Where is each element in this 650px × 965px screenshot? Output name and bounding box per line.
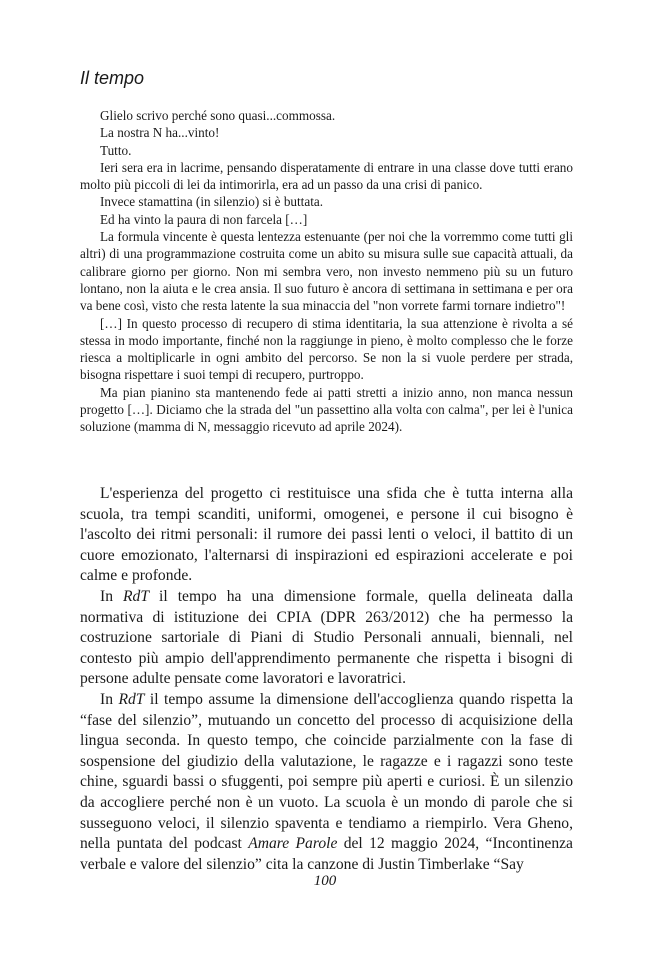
text-run: il tempo ha una dimensione formale, quella delineata dalla normativa di istituzione dei CPIA (DPR 263/2012) che ha permesso la costruzione sartoriale di Piani di Studio Personali annuali, biennali, nel contesto più ampio dell'apprendimento permanente che rispetta i bisogni di persone adulte pensate come lavoratori e lavoratrici.: [80, 587, 574, 688]
section-title: Il tempo: [80, 68, 145, 88]
text-run: il tempo assume la dimensione dell'accoglienza quando rispetta la “fase del silenzio”, mutuando un concetto del processo di acquisizione della lingua seconda. In questo tempo, che coincide parzialmente con la fase di sospensione del giudizio della valutazione, le ragazze e i ragazzi sono teste chine, sguardi bassi o sfuggenti, poi sempre più aperti e curiosi. È un silenzio da accogliere perché non è un vuoto. La scuola è un mondo di parole che si susseguono veloci, il silenzio spaventa e tendiamo a riempirlo. Vera Gheno, nella puntata del podcast: [80, 690, 573, 853]
quote-paragraph: Invece stamattina (in silenzio) si è buttata.: [100, 194, 324, 210]
quote-paragraph: La formula vincente è questa lentezza estenuante (per noi che la vorremmo come tutti gli altri) di una programmazione costruita come un abito su misura sulle sue capacità attuali, da calibrare giorno per giorno. Non mi sembra vero, non investo nemmeno più su un futuro lontano, non la aiuta e le crea ansia. Il suo futuro è ancora di settimana in settimana e per ora va bene così, visto che resta latente la sua minaccia del "non vorrete farmi tornare indietro"!: [80, 229, 573, 314]
quoted-message: [80, 107, 573, 436]
body-paragraph-3: [80, 690, 573, 875]
quote-paragraph: […] In questo processo di recupero di stima identitaria, la sua attenzione è rivolta a sé stessa in modo importante, finché non la raggiunge in pieno, è molto complesso che le forze riesca a moltiplicarle in ogni ambito del percorso. Se non la si vuole perdere per strada, bisogna rispettare i suoi tempi di recupero, purtroppo.: [80, 315, 573, 383]
emphasis-rdt: RdT: [123, 587, 150, 605]
emphasis-rdt: RdT: [118, 690, 145, 708]
text-run: del 12 maggio 2024, “Incontinenza verbale e valore del silenzio” cita la canzone di Justin Timberlake “Say: [80, 835, 573, 873]
body-paragraph-1: L'esperienza del progetto ci restituisce una sfida che è tutta interna alla scuola, tra tempi scanditi, uniformi, omogenei, e persone il cui bisogno è l'ascolto dei ritmi personali: il rumore dei passi lenti o veloci, il battito di un cuore emozionato, l'alternarsi di inspirazioni ed espirazioni accelerate e poi calme e profonde.: [80, 485, 573, 585]
body-text: [80, 484, 573, 875]
podcast-title: Amare Parole: [248, 835, 338, 853]
quote-paragraph: Tutto.: [100, 142, 132, 158]
quote-paragraph: Ieri sera era in lacrime, pensando disperatamente di entrare in una classe dove tutti erano molto più piccoli di lei da intimorirla, era ad un passo da una crisi di panico.: [80, 159, 573, 193]
quote-paragraph: La nostra N ha...vinto!: [100, 125, 220, 141]
quote-paragraph: Ed ha vinto la paura di non farcela […]: [100, 211, 308, 227]
page-number: 100: [313, 873, 337, 889]
text-run: In: [100, 587, 124, 605]
quote-paragraph: Ma pian pianino sta mantenendo fede ai patti stretti a inizio anno, non manca nessun progetto […]. Diciamo che la strada del "un passettino alla volta con calma", per lei è l'unica soluzione (mamma di N, messaggio ricevuto ad aprile 2024).: [80, 384, 573, 435]
quote-paragraph: Glielo scrivo perché sono quasi...commossa.: [100, 108, 336, 123]
text-run: In: [100, 690, 119, 708]
body-paragraph-2: [80, 587, 573, 690]
